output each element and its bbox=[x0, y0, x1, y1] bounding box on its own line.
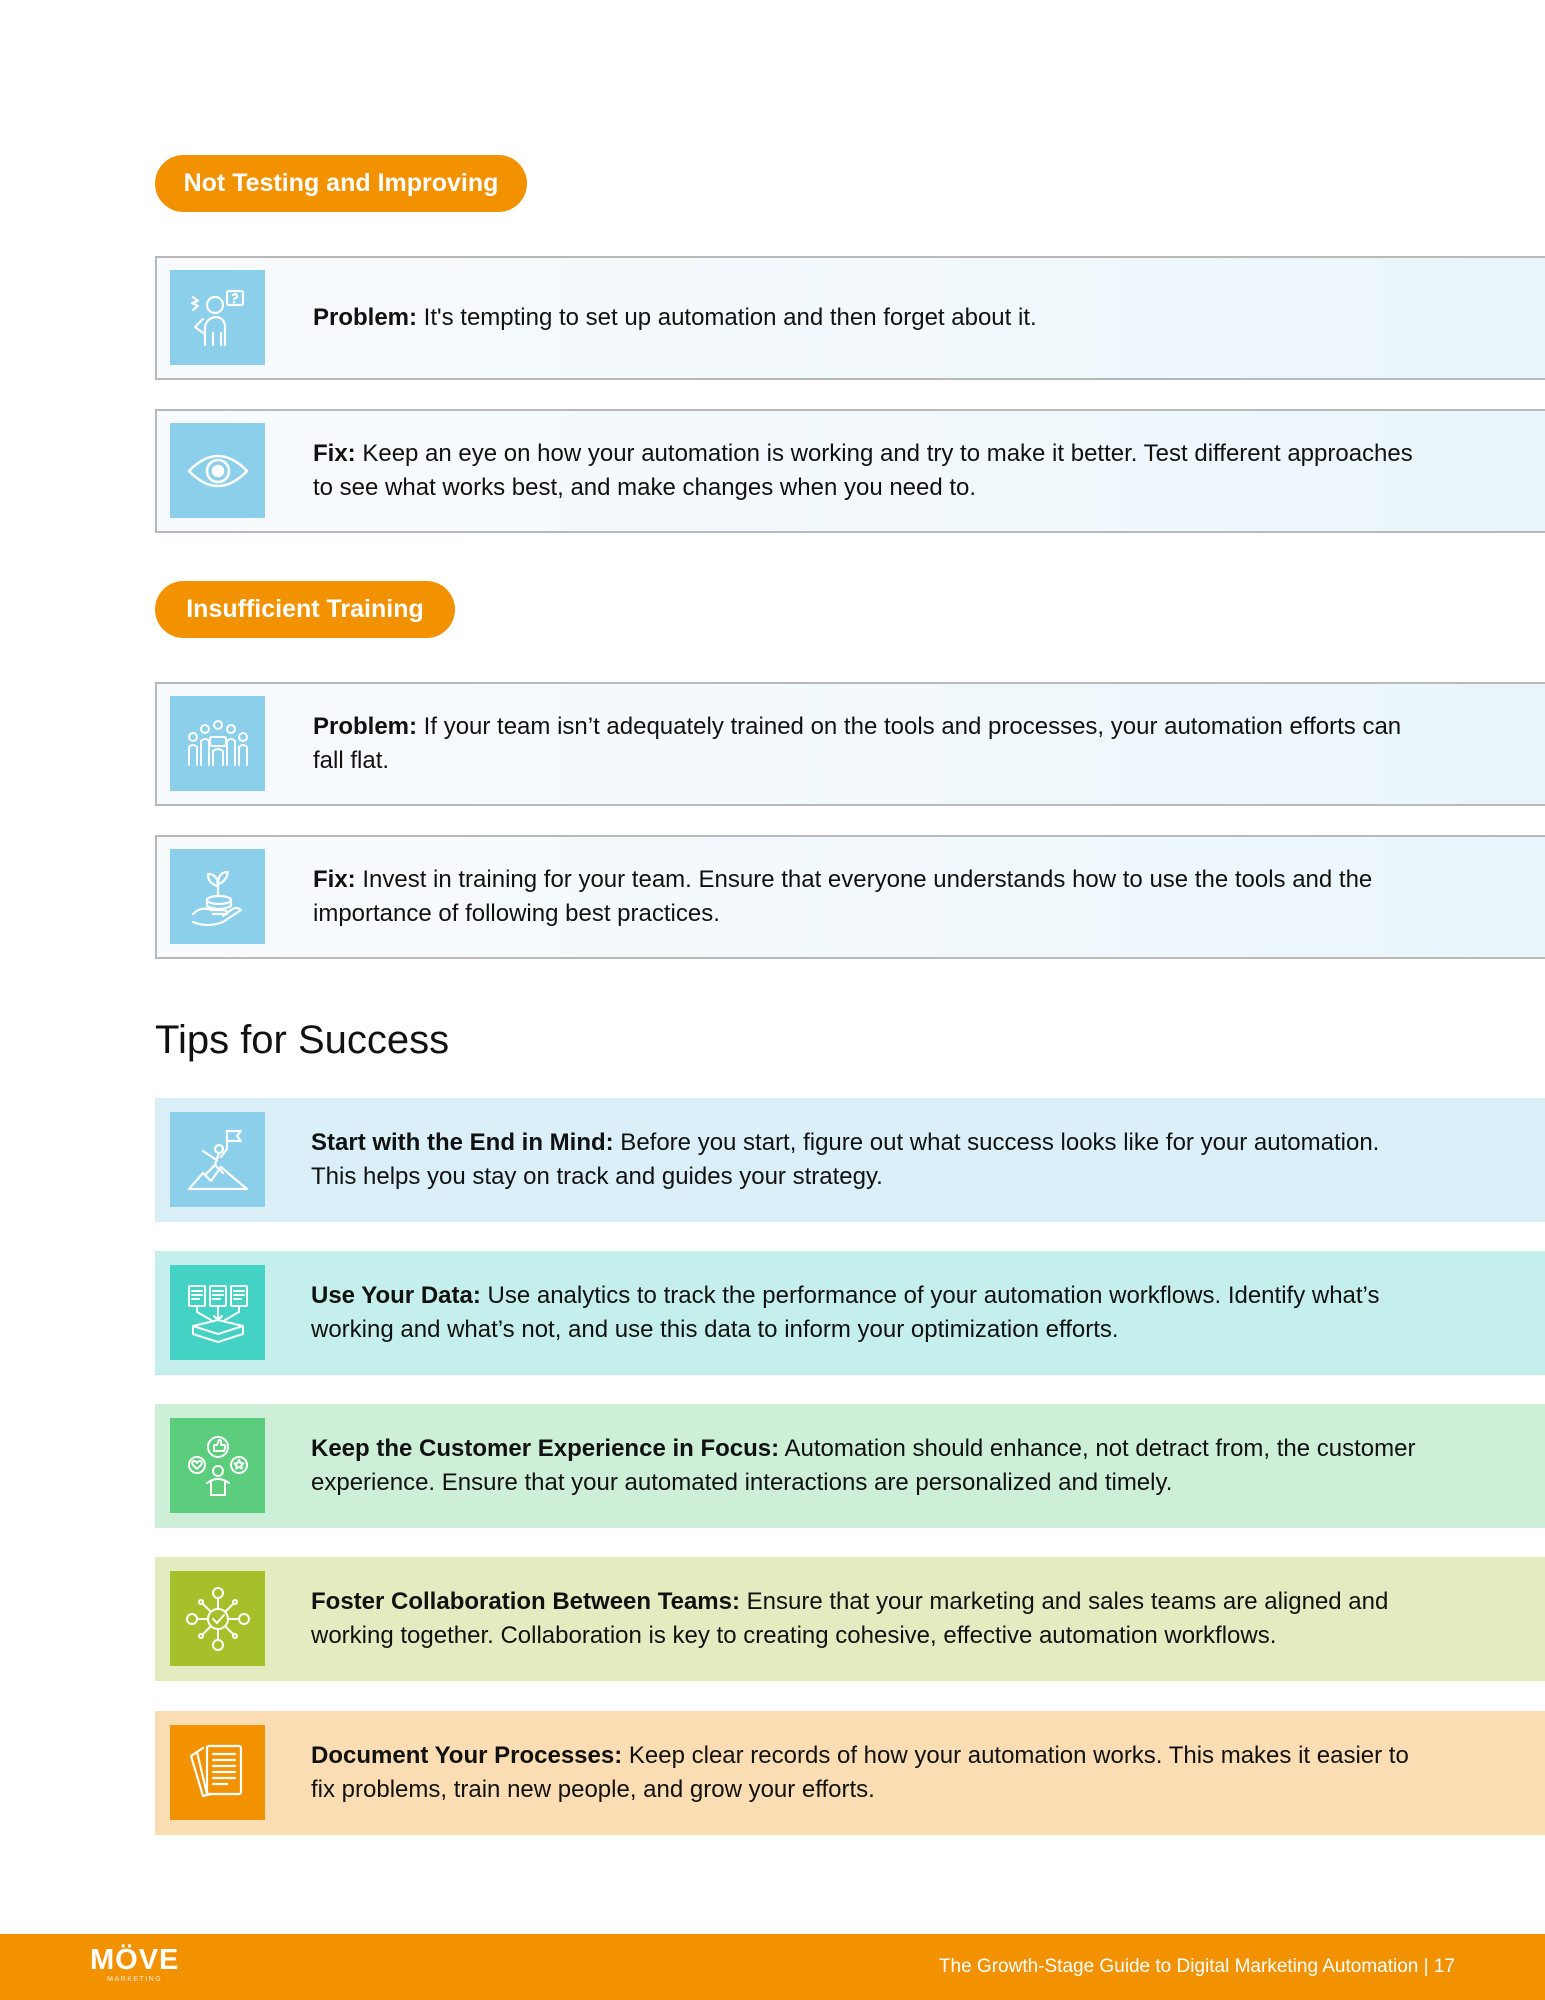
network-collaboration-icon bbox=[170, 1571, 265, 1666]
footer-page-text: The Growth-Stage Guide to Digital Marketing Automation | 17 bbox=[938, 1956, 1455, 1977]
team-group-icon bbox=[170, 696, 265, 791]
documents-icon bbox=[170, 1725, 265, 1820]
tip-text: Start with the End in Mind: Before you start, figure out what success looks like for your automation. This helps you stay on track and guides your strategy. bbox=[311, 1129, 1380, 1190]
fix-card bbox=[155, 409, 1545, 533]
eye-icon bbox=[170, 423, 265, 518]
tip-row bbox=[155, 1557, 1545, 1681]
summit-flag-icon bbox=[170, 1112, 265, 1207]
tip-text: Keep the Customer Experience in Focus: Automation should enhance, not detract from, the customer experience. Ensure that your automated interactions are personalized and timely. bbox=[311, 1435, 1416, 1496]
hand-plant-icon bbox=[170, 849, 265, 944]
tip-text: Document Your Processes: Keep clear records of how your automation works. This makes it easier to fix problems, train new people, and grow your efforts. bbox=[311, 1742, 1409, 1803]
problem-card bbox=[155, 256, 1545, 380]
problem-card bbox=[155, 682, 1545, 806]
section-heading-insufficient-training: Insufficient Training bbox=[155, 581, 455, 638]
tips-title: Tips for Success bbox=[155, 1018, 450, 1062]
tip-row bbox=[155, 1711, 1545, 1835]
data-documents-icon bbox=[170, 1265, 265, 1360]
problem-text: Problem: If your team isn’t adequately trained on the tools and processes, your automation efforts can fall flat. bbox=[313, 713, 1402, 774]
tip-row bbox=[155, 1404, 1545, 1528]
tip-text: Use Your Data: Use analytics to track the performance of your automation workflows. Identify what’s working and what’s not, and use this data to inform your optimization efforts. bbox=[311, 1282, 1380, 1343]
problem-text: Problem: It's tempting to set up automation and then forget about it. bbox=[313, 304, 1037, 331]
fix-text: Fix: Invest in training for your team. Ensure that everyone understands how to use the tools and the importance of following best practices. bbox=[313, 866, 1373, 927]
tip-text: Foster Collaboration Between Teams: Ensure that your marketing and sales teams are aligned and working together. Collaboration is key to creating cohesive, effective automation workflows. bbox=[311, 1588, 1389, 1649]
tip-row bbox=[155, 1251, 1545, 1375]
section-heading-not-testing: Not Testing and Improving bbox=[155, 155, 527, 212]
fix-text: Fix: Keep an eye on how your automation is working and try to make it better. Test different approaches to see what works best, and make changes when you need to. bbox=[313, 440, 1413, 501]
confused-person-icon bbox=[170, 270, 265, 365]
fix-card bbox=[155, 835, 1545, 959]
tip-row bbox=[155, 1098, 1545, 1222]
customer-feedback-icon bbox=[170, 1418, 265, 1513]
move-logo: MÖVE MARKETING bbox=[90, 1944, 180, 1983]
page-footer bbox=[0, 1934, 1545, 2000]
